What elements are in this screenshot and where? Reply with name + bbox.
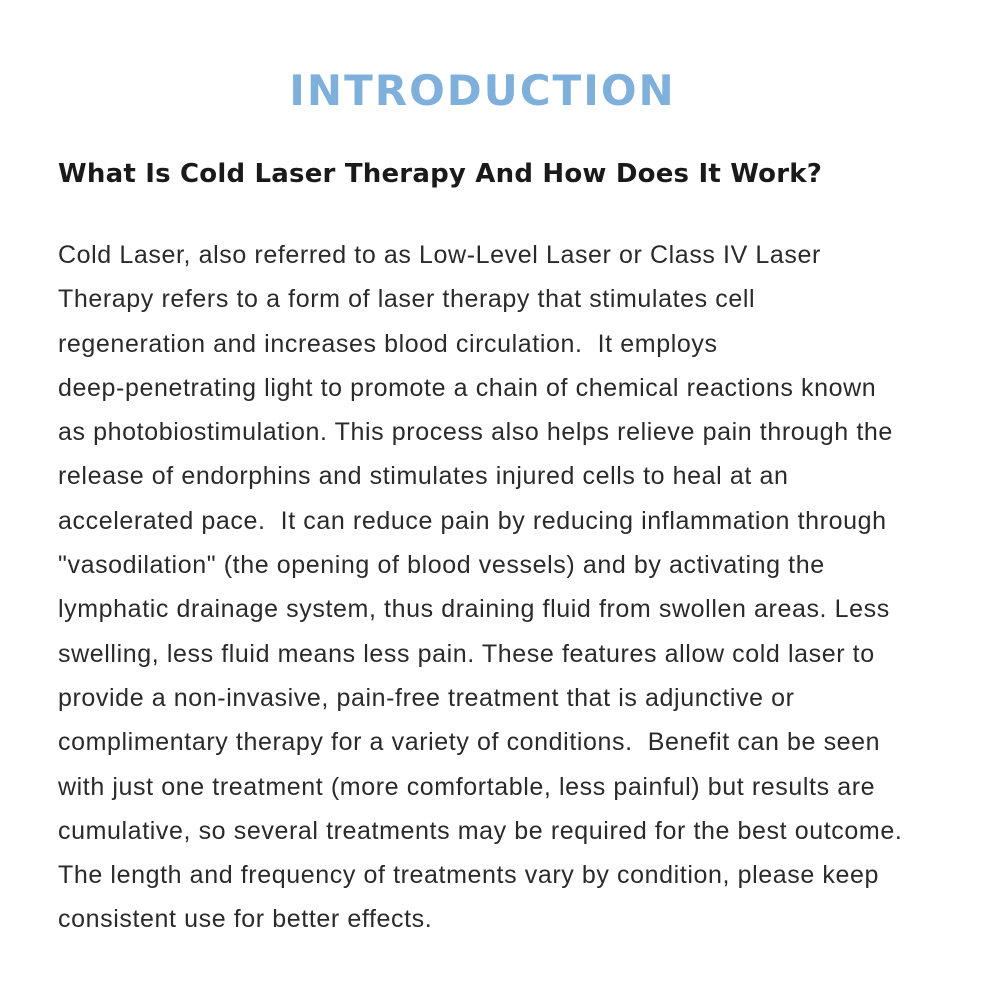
body-line: The length and frequency of treatments vary by condition, please keep [58,861,880,890]
body-line: Cold Laser, also referred to as Low-Level Laser or Class IV Laser [58,241,821,269]
body-line: accelerated pace. It can reduce pain by reducing inflammation through [58,506,887,535]
body-line: complimentary therapy for a variety of conditions. Benefit can be seen [58,728,881,757]
body-line: Therapy refers to a form of laser therapy that stimulates cell [58,285,756,314]
body-line: cumulative, so several treatments may be required for the best outcome. [58,816,903,845]
body-line: with just one treatment (more comfortable, less painful) but results are [58,772,876,801]
body-line: as photobiostimulation. This process also helps relieve pain through the [58,418,893,447]
body-line: regeneration and increases blood circulation. It employs [58,329,718,358]
body-line: lymphatic drainage system, thus draining fluid from swollen areas. Less [58,595,890,624]
page-title: INTRODUCTION [289,66,676,115]
body-line: release of endorphins and stimulates injured cells to heal at an [58,462,789,491]
body-line: deep-penetrating light to promote a chain of chemical reactions known [58,373,877,402]
body-paragraph [58,233,988,942]
body-line: swelling, less fluid means less pain. These features allow cold laser to [58,639,875,668]
section-heading: What Is Cold Laser Therapy And How Does It Work? [58,159,823,189]
body-line: provide a non-invasive, pain-free treatment that is adjunctive or [58,683,795,712]
body-line: "vasodilation" (the opening of blood vessels) and by activating the [58,551,825,580]
body-line: consistent use for better effects. [58,905,433,934]
